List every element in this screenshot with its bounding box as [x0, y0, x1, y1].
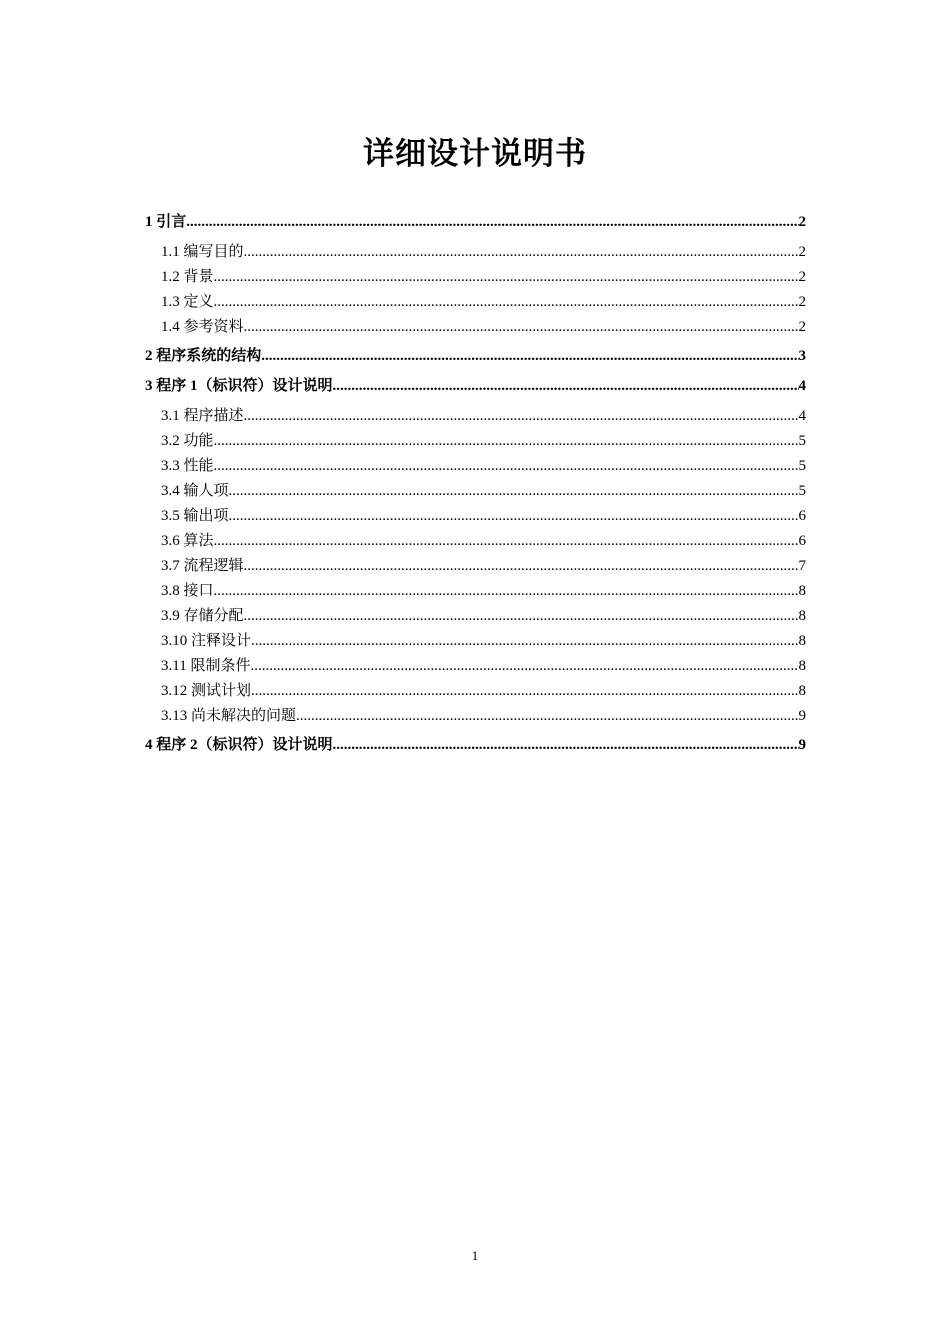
- toc-entry[interactable]: [145, 344, 806, 369]
- toc-dot-leader: [244, 604, 799, 629]
- table-of-contents: [145, 206, 806, 763]
- toc-entry-page-number: 8: [798, 683, 806, 699]
- toc-entry-label: 3.9 存储分配: [161, 608, 244, 624]
- toc-entry[interactable]: [145, 429, 806, 454]
- toc-dot-leader: [251, 629, 798, 654]
- toc-dot-leader: [244, 240, 799, 265]
- toc-dot-leader: [229, 479, 799, 504]
- toc-entry-label: 3.10 注释设计: [161, 633, 252, 649]
- toc-entry-page-number: 8: [798, 633, 806, 649]
- toc-entry[interactable]: [145, 629, 806, 654]
- toc-entry-label: 1.2 背景: [161, 269, 214, 285]
- toc-entry-page-number: 7: [798, 558, 806, 574]
- toc-entry[interactable]: [145, 733, 806, 758]
- toc-entry[interactable]: [145, 265, 806, 290]
- toc-entry[interactable]: [145, 654, 806, 679]
- toc-entry-page-number: 9: [798, 737, 806, 753]
- toc-dot-leader: [214, 290, 799, 315]
- toc-dot-leader: [214, 429, 799, 454]
- toc-dot-leader: [250, 654, 798, 679]
- toc-entry[interactable]: [145, 604, 806, 629]
- toc-entry-label: 3.6 算法: [161, 533, 214, 549]
- toc-entry-page-number: 5: [798, 458, 806, 474]
- toc-dot-leader: [244, 315, 799, 340]
- toc-entry-page-number: 2: [798, 269, 806, 285]
- toc-entry-label: 3.5 输出项: [161, 508, 229, 524]
- toc-entry[interactable]: [145, 374, 806, 399]
- toc-entry-page-number: 9: [798, 708, 806, 724]
- toc-dot-leader: [261, 344, 798, 369]
- toc-dot-leader: [244, 404, 799, 429]
- toc-entry-label: 1.4 参考资料: [161, 319, 244, 335]
- toc-entry[interactable]: [145, 704, 806, 729]
- page-number: 1: [471, 1248, 479, 1263]
- toc-entry-label: 3.7 流程逻辑: [161, 558, 244, 574]
- toc-entry[interactable]: [145, 504, 806, 529]
- toc-dot-leader: [333, 374, 799, 399]
- toc-entry-page-number: 3: [798, 348, 806, 364]
- toc-entry[interactable]: [145, 210, 806, 235]
- toc-entry-label: 2 程序系统的结构: [145, 348, 262, 364]
- toc-dot-leader: [333, 733, 799, 758]
- toc-entry-page-number: 2: [798, 214, 806, 230]
- toc-entry-label: 3 程序 1（标识符）设计说明: [145, 378, 333, 394]
- toc-entry-label: 3.2 功能: [161, 433, 214, 449]
- toc-entry[interactable]: [145, 290, 806, 315]
- toc-entry[interactable]: [145, 679, 806, 704]
- toc-dot-leader: [214, 579, 799, 604]
- toc-dot-leader: [214, 529, 799, 554]
- toc-entry-page-number: 6: [798, 533, 806, 549]
- toc-entry-page-number: 5: [798, 483, 806, 499]
- toc-entry-label: 3.4 输人项: [161, 483, 229, 499]
- toc-dot-leader: [251, 679, 798, 704]
- toc-entry-label: 1.3 定义: [161, 294, 214, 310]
- toc-entry-page-number: 5: [798, 433, 806, 449]
- toc-entry-label: 4 程序 2（标识符）设计说明: [145, 737, 333, 753]
- toc-entry[interactable]: [145, 240, 806, 265]
- toc-entry-page-number: 4: [798, 378, 806, 394]
- toc-dot-leader: [244, 554, 799, 579]
- toc-dot-leader: [186, 210, 798, 235]
- toc-entry[interactable]: [145, 454, 806, 479]
- toc-entry-label: 1 引言: [145, 214, 187, 230]
- toc-entry-page-number: 2: [798, 319, 806, 335]
- toc-dot-leader: [229, 504, 799, 529]
- document-title: 详细设计说明书: [363, 136, 587, 172]
- toc-entry-label: 1.1 编写目的: [161, 244, 244, 260]
- toc-entry[interactable]: [145, 529, 806, 554]
- toc-entry-label: 3.13 尚未解决的问题: [161, 708, 297, 724]
- toc-entry-page-number: 8: [798, 608, 806, 624]
- toc-dot-leader: [296, 704, 798, 729]
- toc-entry-page-number: 6: [798, 508, 806, 524]
- toc-entry-label: 3.12 测试计划: [161, 683, 252, 699]
- toc-entry-page-number: 2: [798, 244, 806, 260]
- toc-entry-page-number: 2: [798, 294, 806, 310]
- toc-entry[interactable]: [145, 404, 806, 429]
- toc-entry-page-number: 4: [798, 408, 806, 424]
- toc-entry[interactable]: [145, 315, 806, 340]
- toc-entry-page-number: 8: [798, 658, 806, 674]
- toc-entry-label: 3.3 性能: [161, 458, 214, 474]
- toc-entry[interactable]: [145, 579, 806, 604]
- toc-entry-label: 3.1 程序描述: [161, 408, 244, 424]
- toc-entry-page-number: 8: [798, 583, 806, 599]
- toc-entry[interactable]: [145, 479, 806, 504]
- toc-entry[interactable]: [145, 554, 806, 579]
- toc-dot-leader: [214, 454, 799, 479]
- toc-dot-leader: [214, 265, 799, 290]
- toc-entry-label: 3.8 接口: [161, 583, 214, 599]
- toc-entry-label: 3.11 限制条件: [161, 658, 251, 674]
